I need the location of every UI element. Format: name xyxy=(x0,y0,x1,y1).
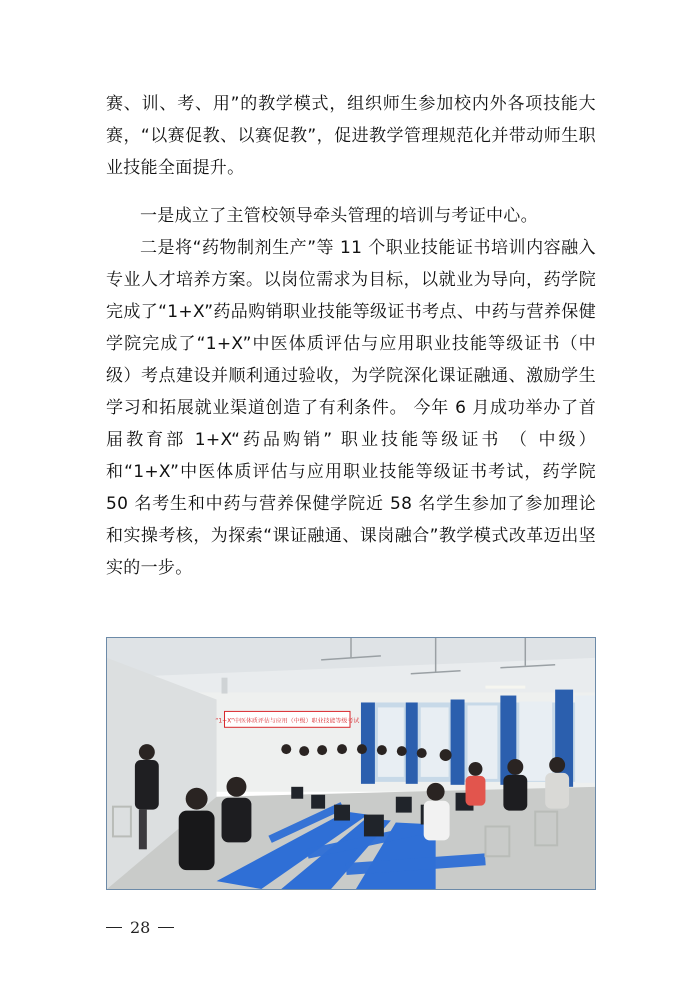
paragraph-1: 赛、训、考、用”的教学模式，组织师生参加校内外各项技能大赛，“以赛促教、以赛促教”，促进教学管理规范化并带动师生职业技能全面提升。 xyxy=(106,94,596,178)
banner-text: “1+X”中医体质评估与应用（中级）职业技能等级考试 xyxy=(215,717,360,725)
exam-room-photo xyxy=(106,637,596,890)
dash-right xyxy=(158,927,174,929)
page-number xyxy=(106,918,174,937)
page-number-text: 28 xyxy=(130,918,151,937)
paragraph-2: 一是成立了主管校领导牵头管理的培训与考证中心。 xyxy=(140,206,538,226)
dash-left xyxy=(106,927,122,929)
paragraph-3: 二是将“药物制剂生产”等 11 个职业技能证书培训内容融入专业人才培养方案。以岗位需求为目标，以就业为导向，药学院完成了“1+X”药品购销职业技能等级证书考点、中药与营养保健学院完成了“1+X”中医体质评估与应用职业技能等级证书（中级）考点建设并顺利通过验收，为学院深化课证融通、激励学生学习和拓展就业渠道创造了有利条件。 今年 6 月成功举办了首届教育部 1+X“药品购销” 职业技能等级证书 （ 中级）和“1+X”中医体质评估与应用职业技能等级证书考试，药学院 50 名考生和中药与营养保健学院近 58 名学生参加了参加理论和实操考核，为探索“课证融通、课岗融合”教学模式改革迈出坚实的一步。 xyxy=(106,238,596,578)
